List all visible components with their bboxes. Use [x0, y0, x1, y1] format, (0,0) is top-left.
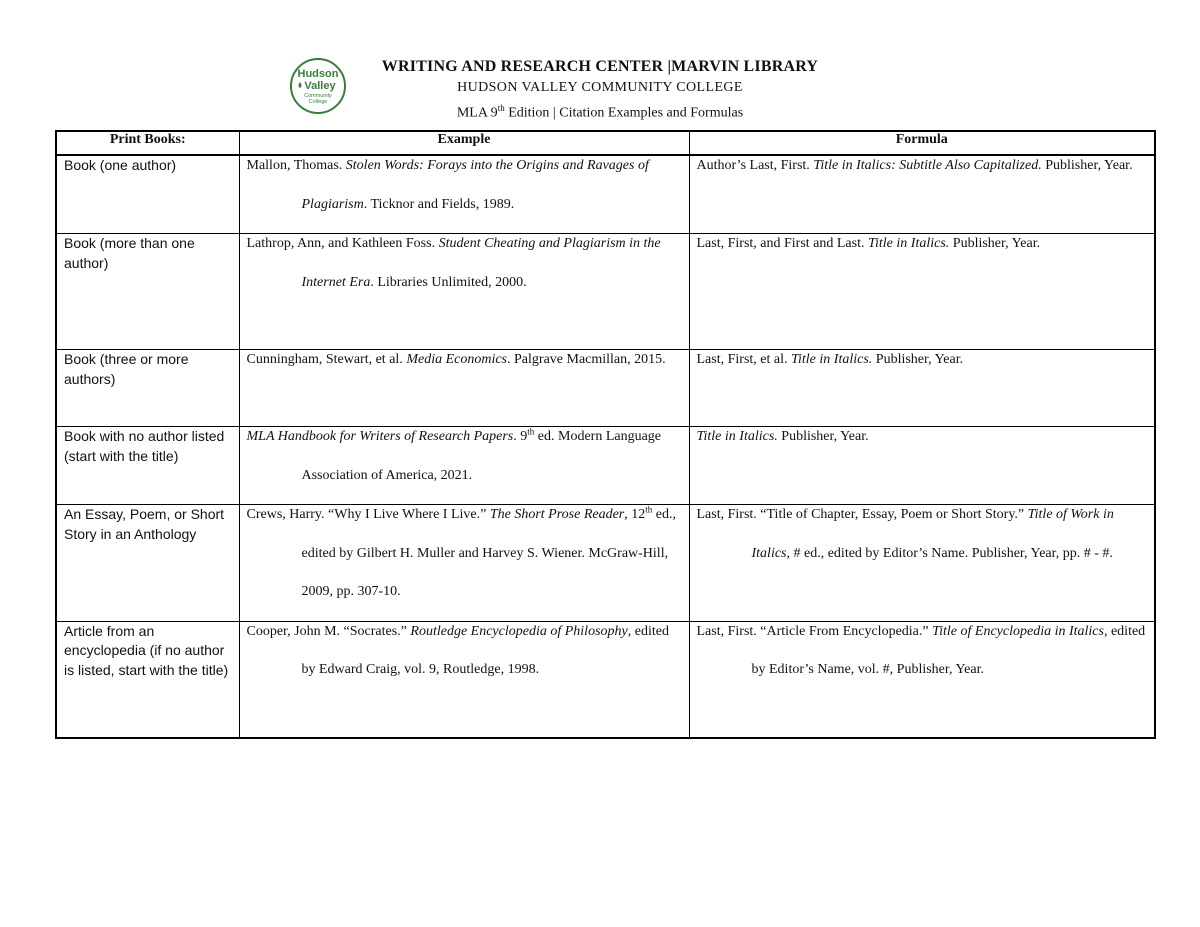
formula-cell: Last, First, et al. Title in Italics. Publisher, Year. — [689, 350, 1155, 427]
citation-table — [55, 130, 1156, 739]
example-cell: MLA Handbook for Writers of Research Papers. 9th ed. Modern Language Association of America, 2021. — [239, 427, 689, 505]
table-row — [56, 155, 1155, 234]
document-header — [330, 56, 870, 124]
row-label: An Essay, Poem, or Short Story in an Anthology — [56, 505, 239, 622]
row-label: Book (one author) — [56, 155, 239, 234]
column-header-formula: Formula — [689, 131, 1155, 155]
table-row — [56, 505, 1155, 622]
example-cell: Cunningham, Stewart, et al. Media Economics. Palgrave Macmillan, 2015. — [239, 350, 689, 427]
logo-line1: Hudson — [297, 68, 339, 80]
formula-cell: Last, First. “Article From Encyclopedia.” Title of Encyclopedia in Italics, edited by Editor’s Name, vol. #, Publisher, Year. — [689, 621, 1155, 738]
row-label: Book (more than one author) — [56, 234, 239, 350]
formula-cell: Last, First. “Title of Chapter, Essay, Poem or Short Story.” Title of Work in Italics, # ed., edited by Editor’s Name. Publisher, Year, pp. # - #. — [689, 505, 1155, 622]
example-cell: Mallon, Thomas. Stolen Words: Forays into the Origins and Ravages of Plagiarism. Ticknor and Fields, 1989. — [239, 155, 689, 234]
column-header-print-books: Print Books: — [56, 131, 239, 155]
formula-cell: Title in Italics. Publisher, Year. — [689, 427, 1155, 505]
table-row — [56, 621, 1155, 738]
header-title: WRITING AND RESEARCH CENTER |MARVIN LIBRARY — [381, 58, 819, 75]
header-subtitle: MLA 9th Edition | Citation Examples and Formulas — [456, 103, 744, 121]
logo-line4: College — [308, 99, 328, 105]
table-row — [56, 350, 1155, 427]
row-label: Book with no author listed (start with the title) — [56, 427, 239, 505]
column-header-example: Example — [239, 131, 689, 155]
row-label: Article from an encyclopedia (if no author is listed, start with the title) — [56, 621, 239, 738]
example-cell: Lathrop, Ann, and Kathleen Foss. Student Cheating and Plagiarism in the Internet Era. Libraries Unlimited, 2000. — [239, 234, 689, 350]
example-cell: Crews, Harry. “Why I Live Where I Live.” The Short Prose Reader, 12th ed., edited by Gilbert H. Muller and Harvey S. Wiener. McGraw-Hill, 2009, pp. 307-10. — [239, 505, 689, 622]
table-row — [56, 427, 1155, 505]
logo-line3: Community — [304, 93, 332, 99]
table-row — [56, 234, 1155, 350]
formula-cell: Author’s Last, First. Title in Italics: Subtitle Also Capitalized. Publisher, Year. — [689, 155, 1155, 234]
logo-line2: Valley — [304, 80, 336, 92]
example-cell: Cooper, John M. “Socrates.” Routledge Encyclopedia of Philosophy, edited by Edward Craig, vol. 9, Routledge, 1998. — [239, 621, 689, 738]
header-college: HUDSON VALLEY COMMUNITY COLLEGE — [457, 80, 743, 95]
row-label: Book (three or more authors) — [56, 350, 239, 427]
formula-cell: Last, First, and First and Last. Title in Italics. Publisher, Year. — [689, 234, 1155, 350]
